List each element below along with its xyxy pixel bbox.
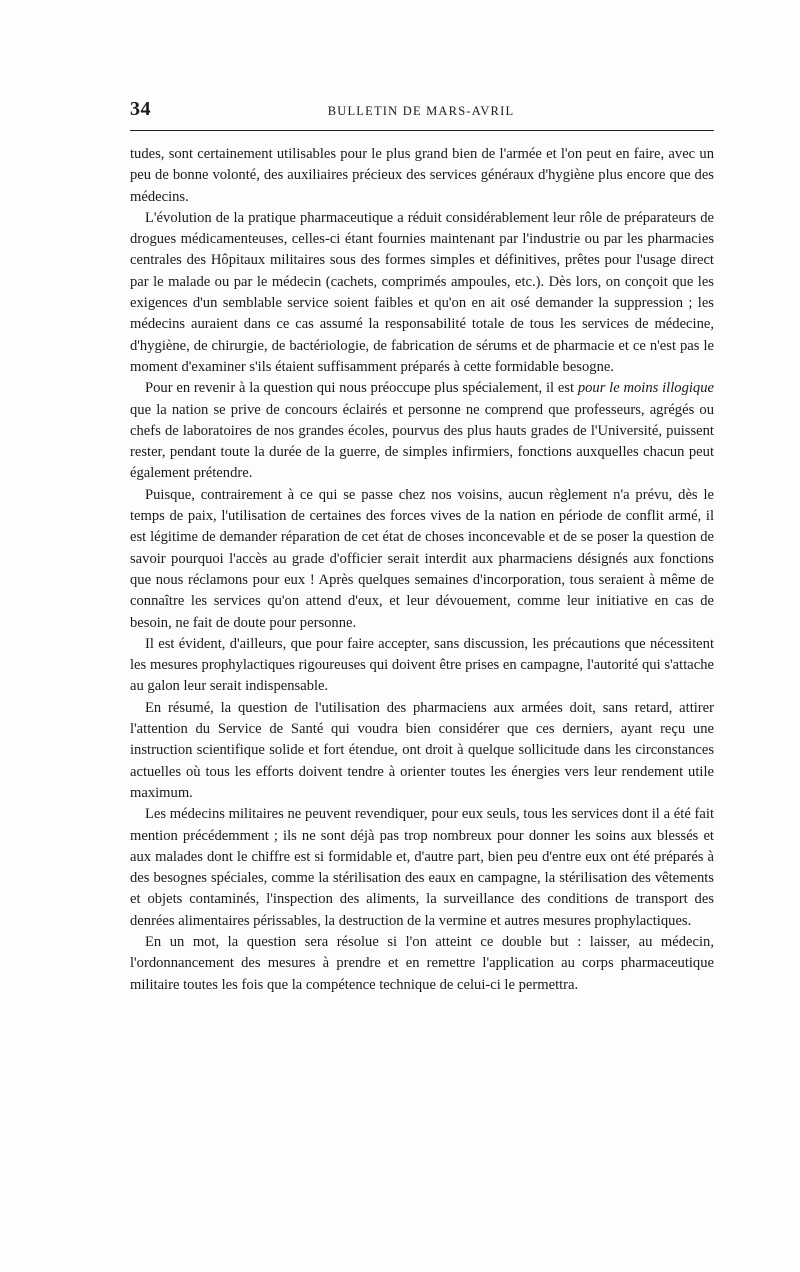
paragraph-6: En résumé, la question de l'utilisation des pharmaciens aux armées doit, sans retard, attirer l'attention du Service de Santé qui voudra bien considérer que ces derniers, ayant reçu une instruction scientifique solide et fort étendue, ont droit à quelque sollicitude dans les circonstances actuelles où tous les efforts doivent tendre à orienter toutes les énergies vers leur rendement utile maximum. bbox=[130, 699, 714, 801]
paragraph-7: Les médecins militaires ne peuvent revendiquer, pour eux seuls, tous les services dont il a été fait mention précédemment ; ils ne sont déjà pas trop nombreux pour donner les soins aux blessés et aux malades dont le chiffre est si formidable et, d'autre part, bien peu d'entre eux ont été préparés à des besognes spéciales, comme la stérilisation des eaux en campagne, la stérilisation des vêtements et objets contaminés, l'inspection des aliments, la surveillance des conditions de transport des denrées alimentaires périssables, la destruction de la vermine et autres mesures prophylactiques. bbox=[130, 806, 714, 929]
body-text bbox=[130, 144, 714, 996]
paragraph-1: tudes, sont certainement utilisables pour le plus grand bien de l'armée et l'on peut en faire, avec un peu de bonne volonté, des auxiliaires précieux des services généraux d'hygiène plus encore que des médecins. bbox=[130, 146, 714, 205]
running-title: BULLETIN DE MARS-AVRIL bbox=[327, 104, 515, 118]
emphasis-text: pour le moins illogique bbox=[577, 380, 714, 397]
paragraph-8: En un mot, la question sera résolue si l'on atteint ce double but : laisser, au médecin, l'ordonnancement des mesures à prendre et en remettre l'application au corps pharmaceutique militaire toutes les fois que la compétence technique de celui-ci le permettra. bbox=[130, 933, 714, 993]
header-rule bbox=[130, 130, 714, 131]
paragraph-3 bbox=[130, 378, 714, 484]
page-header bbox=[130, 98, 712, 124]
page-number: 34 bbox=[130, 98, 151, 120]
paragraph-5: Il est évident, d'ailleurs, que pour faire accepter, sans discussion, les précautions que nécessitent les mesures prophylactiques rigoureuses qui doivent être prises en campagne, l'autorité qui s'attache au galon leur serait indispensable. bbox=[130, 635, 714, 695]
paragraph-4: Puisque, contrairement à ce qui se passe chez nos voisins, aucun règlement n'a prévu, dès le temps de paix, l'utilisation de certaines des forces vives de la nation en période de conflit armé, il est légitime de demander réparation de cet état de choses inconcevable et de se poser la question de savoir pourquoi l'accès au grade d'officier serait interdit aux pharmaciens désignés aux fonctions que nous réclamons pour eux ! Après quelques semaines d'incorporation, tous seraient à même de connaître les services qu'on attend d'eux, et leur dévouement, comme leur initiative en cas de besoin, ne fait de doute pour personne. bbox=[130, 486, 714, 631]
paragraph-3-lead: Pour en revenir à la question qui nous préoccupe plus spécialement, il est bbox=[145, 380, 575, 397]
paragraph-2: L'évolution de la pratique pharmaceutique a réduit considérablement leur rôle de préparateurs de drogues médicamenteuses, celles-ci étant fournies maintenant par l'industrie ou par les pharmacies centrales des Hôpitaux militaires sous des formes simples et définitives, prêtes pour l'usage direct par le malade ou par le médecin (cachets, comprimés ampoules, etc.). Dès lors, on conçoit que les exigences d'un semblable service soient faibles et qu'on en ait osé demander la suppression ; les médecins auraient dans ce cas assumé la responsabilité totale de tous les services de médecine, d'hygiène, de chirurgie, de bactériologie, de fabrication de sérums et de pharmacie et ce n'est pas le moment d'examiner s'ils étaient suffisamment préparés à cette formidable besogne. bbox=[130, 209, 714, 375]
paragraph-3-rest: que la nation se prive de concours éclairés et personne ne comprend que professeurs, agrégés ou chefs de laboratoires de nos grandes écoles, pourvus des plus hauts grades de l'Université, puissent rester, pendant toute la durée de la guerre, de simples infirmiers, fonctions auxquelles chacun peut également prétendre. bbox=[130, 401, 714, 482]
